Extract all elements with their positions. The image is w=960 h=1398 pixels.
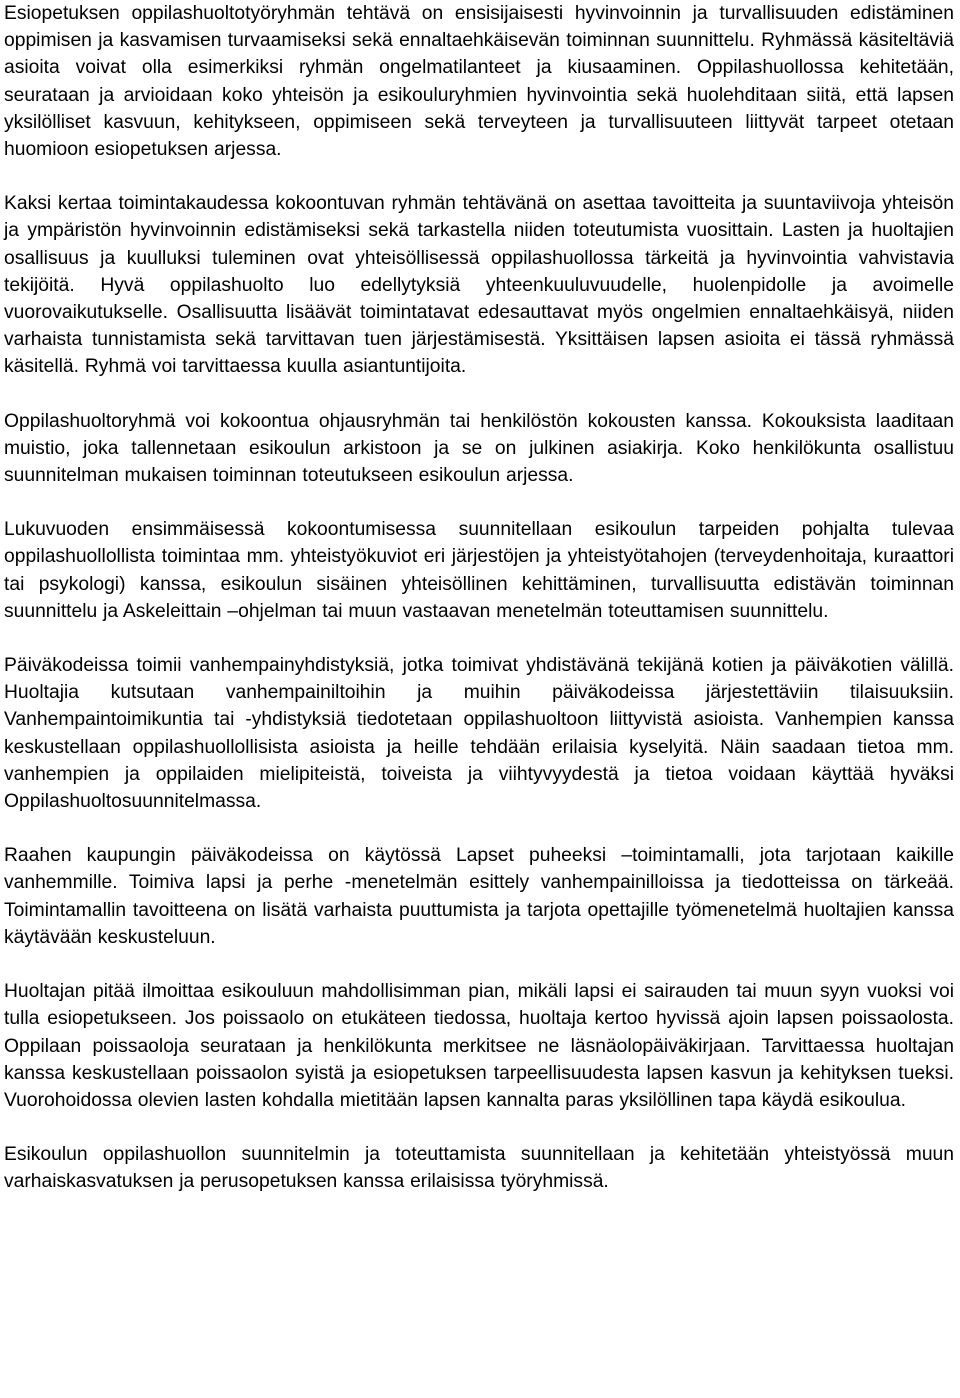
paragraph-lapset-puheeksi: Raahen kaupungin päiväkodeissa on käytössä Lapset puheeksi –toimintamalli, jota tarjotaan kaikille vanhemmille. Toimiva lapsi ja perhe -menetelmän esittely vanhempainilloissa ja tiedotteissa on tärkeää. Toimintamallin tavoitteena on lisätä varhaista puuttumista ja tarjota opettajille työmenetelmä huoltajien kanssa käytävään keskusteluun. (4, 845, 954, 948)
document-page (4, 0, 954, 1196)
paragraph-kokoontuminen: Oppilashuoltoryhmä voi kokoontua ohjausryhmän tai henkilöstön kokousten kanssa. Kokouksista laaditaan muistio, joka tallennetaan esikoulun arkistoon ja se on julkinen asiakirja. Koko henkilökunta osallistuu suunnitelman mukaisen toiminnan toteutukseen esikoulun arjessa. (4, 410, 954, 487)
paragraph-vanhempainyhdistykset: Päiväkodeissa toimii vanhempainyhdistyksiä, jotka toimivat yhdistävänä tekijänä kotien ja päiväkotien välillä. Huoltajia kutsutaan vanhempainiltoihin ja muihin päiväkodeissa järjestettäviin tilaisuuksiin. Vanhempaintoimikuntia tai -yhdistyksiä tiedotetaan oppilashuoltoon liittyvistä asioista. Vanhempien kanssa keskustellaan oppilashuollollisista asioista ja heille tehdään erilaisia kyselyitä. Näin saadaan tietoa mm. vanhempien ja oppilaiden mielipiteistä, toiveista ja viihtyvyydestä ja tietoa voidaan käyttää hyväksi Oppilashuoltosuunnitelmassa. (4, 655, 954, 813)
paragraph-ryhman-tehtava: Kaksi kertaa toimintakaudessa kokoontuvan ryhmän tehtävänä on asettaa tavoitteita ja suuntaviivoja yhteisön ja ympäristön hyvinvoinnin edistämiseksi sekä tarkastella niiden toteutumista vuosittain. Lasten ja huoltajien osallisuus ja kuulluksi tuleminen ovat yhteisöllisessä oppilashuollossa tärkeitä ja hyvinvointia vahvistavia tekijöitä. Hyvä oppilashuolto luo edellytyksiä yhteenkuuluvuudelle, huolenpidolle ja avoimelle vuorovaikutukselle. Osallisuutta lisäävät toimintatavat edesauttavat myös ongelmien ennaltaehkäisyä, niiden varhaista tunnistamista sekä tarvittavan tuen järjestämisestä. Yksittäisen lapsen asioita ei tässä ryhmässä käsitellä. Ryhmä voi tarvittaessa kuulla asiantuntijoita. (4, 193, 954, 378)
paragraph-lukuvuoden-suunnittelu: Lukuvuoden ensimmäisessä kokoontumisessa suunnitellaan esikoulun tarpeiden pohjalta tulevaa oppilashuollollista toimintaa mm. yhteistyökuviot eri järjestöjen ja yhteistyötahojen (terveydenhoitaja, kuraattori tai psykologi) kanssa, esikoulun sisäinen yhteisöllinen kehittäminen, turvallisuutta edistävän toiminnan suunnittelu ja Askeleittain –ohjelman tai muun vastaavan menetelmän toteuttamisen suunnittelu. (4, 519, 954, 622)
paragraph-yhteistyo: Esikoulun oppilashuollon suunnitelmin ja toteuttamista suunnitellaan ja kehitetään yhteistyössä muun varhaiskasvatuksen ja perusopetuksen kanssa erilaisissa työryhmissä. (4, 1144, 954, 1193)
paragraph-oppilashuoltotyoryhma: Esiopetuksen oppilashuoltotyöryhmän tehtävä on ensisijaisesti hyvinvoinnin ja turvallisuuden edistäminen oppimisen ja kasvamisen turvaamiseksi sekä ennaltaehkäisevän toiminnan suunnittelu. Ryhmässä käsiteltäviä asioita voivat olla esimerkiksi ryhmän ongelmatilanteet ja kiusaaminen. Oppilashuollossa kehitetään, seurataan ja arvioidaan koko yhteisön ja esikouluryhmien hyvinvointia sekä huolehditaan siitä, että lapsen yksilölliset kasvuun, kehitykseen, oppimiseen sekä terveyteen ja turvallisuuteen liittyvät tarpeet otetaan huomioon esiopetuksen arjessa. (4, 3, 954, 161)
paragraph-poissaolot: Huoltajan pitää ilmoittaa esikouluun mahdollisimman pian, mikäli lapsi ei sairauden tai muun syyn vuoksi voi tulla esiopetukseen. Jos poissaolo on etukäteen tiedossa, huoltaja kertoo hyvissä ajoin lapsen poissaolosta. Oppilaan poissaoloja seurataan ja henkilökunta merkitsee ne läsnäolopäiväkirjaan. Tarvittaessa huoltajan kanssa keskustellaan poissaolon syistä ja esiopetuksen tarpeellisuudesta lapsen kasvun ja kehityksen tueksi. Vuorohoidossa olevien lasten kohdalla mietitään lapsen kannalta paras yksilöllinen tapa käydä esikoulua. (4, 981, 954, 1111)
